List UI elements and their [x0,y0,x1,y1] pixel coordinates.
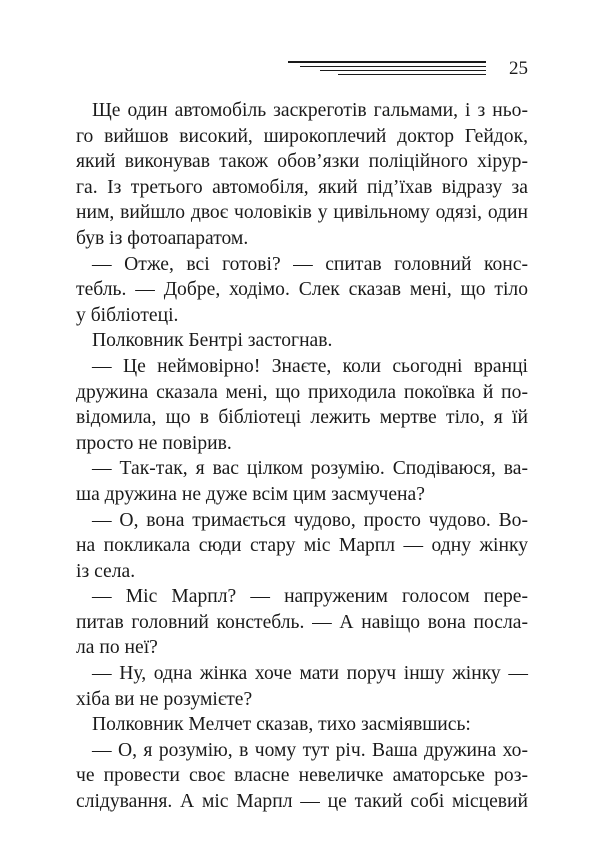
paragraph [76,328,528,354]
text-line: Полковник Бентрі застогнав. [92,330,333,352]
text-line: ша дружина не дуже всім цим засмучена? [76,483,425,505]
text-line: був із фотоапаратом. [76,227,249,249]
header-rule [338,74,486,75]
header-rule [288,61,486,63]
text-line: — Ну, одна жінка хоче мати поруч іншу жінку — [92,663,528,685]
header-rule [320,70,486,71]
text-line: просто не повірив. [76,432,232,454]
text-line: із села. [76,560,136,582]
body-text [76,98,528,815]
paragraph [76,584,528,661]
text-line: Полковник Мелчет сказав, тихо засміявшись: [92,714,471,736]
text-line: — Це неймовірно! Знаєте, коли сьогодні вранці [92,355,528,377]
text-line: че провести своє власне невеличке аматорське роз- [76,765,528,787]
text-line: хіба ви не розумієте? [76,688,253,710]
text-line: тебль. — Добре, ходімо. Слек сказав мені, що тіло [76,279,528,301]
text-line: на покликала сюди стару міс Марпл — одну жінку [76,535,528,557]
text-line: га. Із третього автомобіля, який під’їхав відразу за [76,176,528,198]
paragraph [76,712,528,738]
text-line: питав головний констебль. — А навіщо вона посла- [76,611,528,633]
text-line: Ще один автомобіль заскреготів гальмами, і з ньо- [92,100,528,121]
text-line: — Так-так, я вас цілком розумію. Сподіваюся, ва- [92,458,528,480]
paragraph [76,98,528,252]
header-rule [300,66,486,67]
paragraph [76,354,528,456]
text-line: — Міс Марпл? — напруженим голосом пере- [92,586,528,608]
paragraph [76,738,528,815]
text-line: го вийшов високий, широкоплечий доктор Гейдок, [76,125,528,147]
text-line: дружина сказала мені, що приходила покоївка й по- [76,381,528,403]
running-header [282,58,528,82]
paragraph [76,661,528,712]
page-number: 25 [509,58,528,79]
text-line: слідування. А міс Марпл — це такий собі місцевий [76,791,528,813]
paragraph [76,508,528,585]
text-line: — О, вона тримається чудово, просто чудово. Во- [92,509,528,531]
text-line: відомила, що в бібліотеці лежить мертве тіло, я їй [76,407,528,429]
text-line: — О, я розумію, в чому тут річ. Ваша дружина хо- [92,739,528,761]
text-line: ла по неї? [76,637,158,659]
text-line: який виконував також обов’язки поліційного хірур- [76,151,528,173]
text-line: ним, вийшло двоє чоловіків у цивільному одязі, один [76,202,528,224]
text-line: у бібліотеці. [76,304,179,326]
text-line: — Отже, всі готові? — спитав головний конс- [92,253,528,275]
paragraph [76,456,528,507]
paragraph [76,252,528,329]
